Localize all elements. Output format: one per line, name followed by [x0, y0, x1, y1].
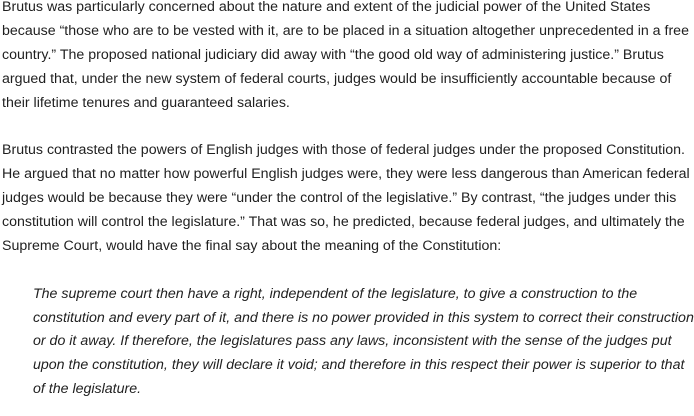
article-body: [2, 0, 694, 416]
paragraph-english-vs-federal-judges: Brutus contrasted the powers of English judges with those of federal judges under the proposed Constitution. He argued that no matter how powerful English judges were, they were less dangerous than American federal judges would be because they were “under the control of the legislative.” By contrast, “the judges under this constitution will control the legislature.” That was so, he predicted, because federal judges, and ultimately the Supreme Court, would have the final say about the meaning of the Constitution:: [2, 142, 690, 254]
block-quote-brutus: The supreme court then have a right, independent of the legislature, to give a construction to the constitution and every part of it, and there is no power provided in this system to correct their construction or do it away. If therefore, the legislatures pass any laws, inconsistent with the sense of the judges put upon the constitution, they will declare it void; and therefore in this respect their power is superior to that of the legislature.: [33, 285, 694, 398]
paragraph-brutus-judicial-power: Brutus was particularly concerned about the nature and extent of the judicial power of the United States because “those who are to be vested with it, are to be placed in a situation altogether unprecedented in a free country.” The proposed national judiciary did away with “the good old way of administering justice.” Brutus argued that, under the new system of federal courts, judges would be insufficiently accountable because of their lifetime tenures and guaranteed salaries.: [2, 0, 689, 111]
